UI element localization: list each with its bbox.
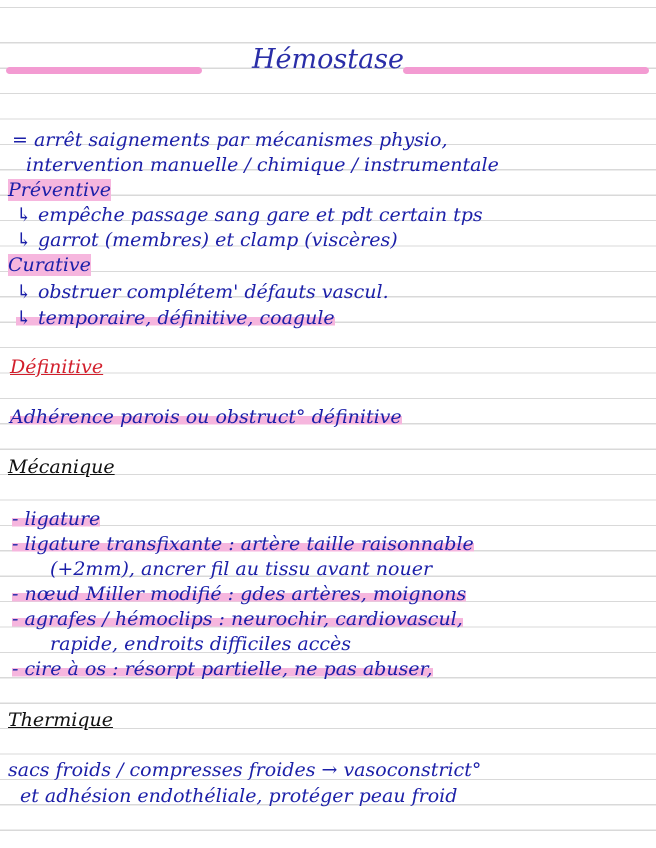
preventive-item-1: ↳ empêche passage sang gare et pdt certain tps <box>16 204 483 226</box>
heading-preventive: Préventive <box>8 179 112 201</box>
page-title: Hémostase <box>251 44 405 75</box>
mecanique-item-transfixante-cont: (+2mm), ancrer fil au tissu avant nouer <box>50 558 433 580</box>
thermique-line-1: sacs froids / compresses froides → vasoconstrict° <box>8 759 482 781</box>
mecanique-item-agrafes-cont: rapide, endroits difficiles accès <box>50 633 352 655</box>
mecanique-item-agrafes: - agrafes / hémoclips : neurochir, cardiovascul, <box>12 608 463 630</box>
definition-line-2: intervention manuelle / chimique / instrumentale <box>26 154 499 176</box>
thermique-line-2: et adhésion endothéliale, protéger peau froid <box>20 785 458 807</box>
definition-line-1: = arrêt saignements par mécanismes physio, <box>12 129 448 151</box>
mecanique-item-miller: - nœud Miller modifié : gdes artères, moignons <box>12 583 467 605</box>
heading-mecanique: Mécanique <box>8 456 115 478</box>
definitive-description: Adhérence parois ou obstruct° définitive <box>10 406 402 428</box>
curative-item-1: ↳ obstruer complétem' défauts vascul. <box>16 281 389 303</box>
heading-definitive: Définitive <box>10 356 104 378</box>
heading-curative: Curative <box>8 254 91 276</box>
mecanique-item-cire: - cire à os : résorpt partielle, ne pas abuser, <box>12 658 433 680</box>
curative-item-2: ↳ temporaire, définitive, coagule <box>16 307 335 329</box>
preventive-item-2: ↳ garrot (membres) et clamp (viscères) <box>16 229 398 251</box>
mecanique-item-transfixante: - ligature transfixante : artère taille raisonnable <box>12 533 474 555</box>
heading-thermique: Thermique <box>8 709 113 731</box>
mecanique-item-ligature: - ligature <box>12 508 101 530</box>
